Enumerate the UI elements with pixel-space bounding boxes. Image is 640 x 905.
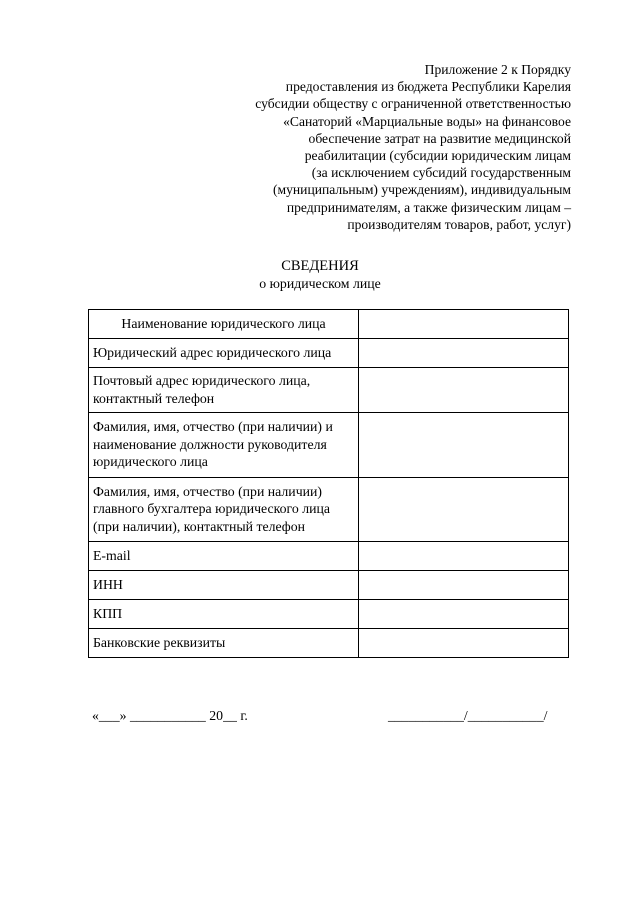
row-value-inn[interactable] <box>359 571 569 600</box>
table-row <box>89 600 569 629</box>
row-value-postal-address[interactable] <box>359 368 569 413</box>
row-label-inn: ИНН <box>89 571 359 600</box>
row-label-director: Фамилия, имя, отчество (при наличии) и наименование должности руководителя юридического лица <box>89 413 359 478</box>
table-row <box>89 478 569 542</box>
row-label-name: Наименование юридического лица <box>89 310 359 339</box>
row-value-bank-details[interactable] <box>359 629 569 658</box>
table-row <box>89 542 569 571</box>
date-line: «___» ___________ 20__ г. <box>92 708 248 723</box>
appendix-line: Приложение 2 к Порядку <box>424 62 571 77</box>
appendix-line: «Санаторий «Марциальные воды» на финансовое <box>283 113 571 129</box>
table-row <box>89 629 569 658</box>
table-row <box>89 310 569 339</box>
signature-line: ___________/___________/ <box>388 708 548 723</box>
row-label-kpp: КПП <box>89 600 359 629</box>
row-label-accountant: Фамилия, имя, отчество (при наличии) главного бухгалтера юридического лица (при наличии), контактный телефон <box>89 478 359 542</box>
appendix-block <box>231 61 571 233</box>
appendix-line: субсидии обществу с ограниченной ответственностью <box>255 96 571 112</box>
legal-entity-table <box>88 309 569 658</box>
row-value-accountant[interactable] <box>359 478 569 542</box>
row-label-postal-address: Почтовый адрес юридического лица, контактный телефон <box>89 368 359 413</box>
appendix-line: обеспечение затрат на развитие медицинской <box>308 130 571 146</box>
table-row <box>89 368 569 413</box>
appendix-line: производителям товаров, работ, услуг) <box>347 216 571 232</box>
document-subtitle: о юридическом лице <box>259 276 381 291</box>
appendix-line: (муниципальным) учреждениям), индивидуальным <box>272 182 571 198</box>
table-row <box>89 571 569 600</box>
appendix-line: реабилитации (субсидии юридическим лицам <box>304 148 571 164</box>
appendix-line: предпринимателям, а также физическим лицам – <box>286 199 571 215</box>
row-value-email[interactable] <box>359 542 569 571</box>
document-title: СВЕДЕНИЯ <box>281 258 359 274</box>
row-label-bank-details: Банковские реквизиты <box>89 629 359 658</box>
row-value-name[interactable] <box>359 310 569 339</box>
table-row <box>89 413 569 478</box>
row-label-email: E-mail <box>89 542 359 571</box>
table-row <box>89 339 569 368</box>
row-value-kpp[interactable] <box>359 600 569 629</box>
row-value-legal-address[interactable] <box>359 339 569 368</box>
appendix-line: предоставления из бюджета Республики Карелия <box>285 79 571 95</box>
row-value-director[interactable] <box>359 413 569 478</box>
appendix-line: (за исключением субсидий государственным <box>311 165 571 181</box>
row-label-legal-address: Юридический адрес юридического лица <box>89 339 359 368</box>
